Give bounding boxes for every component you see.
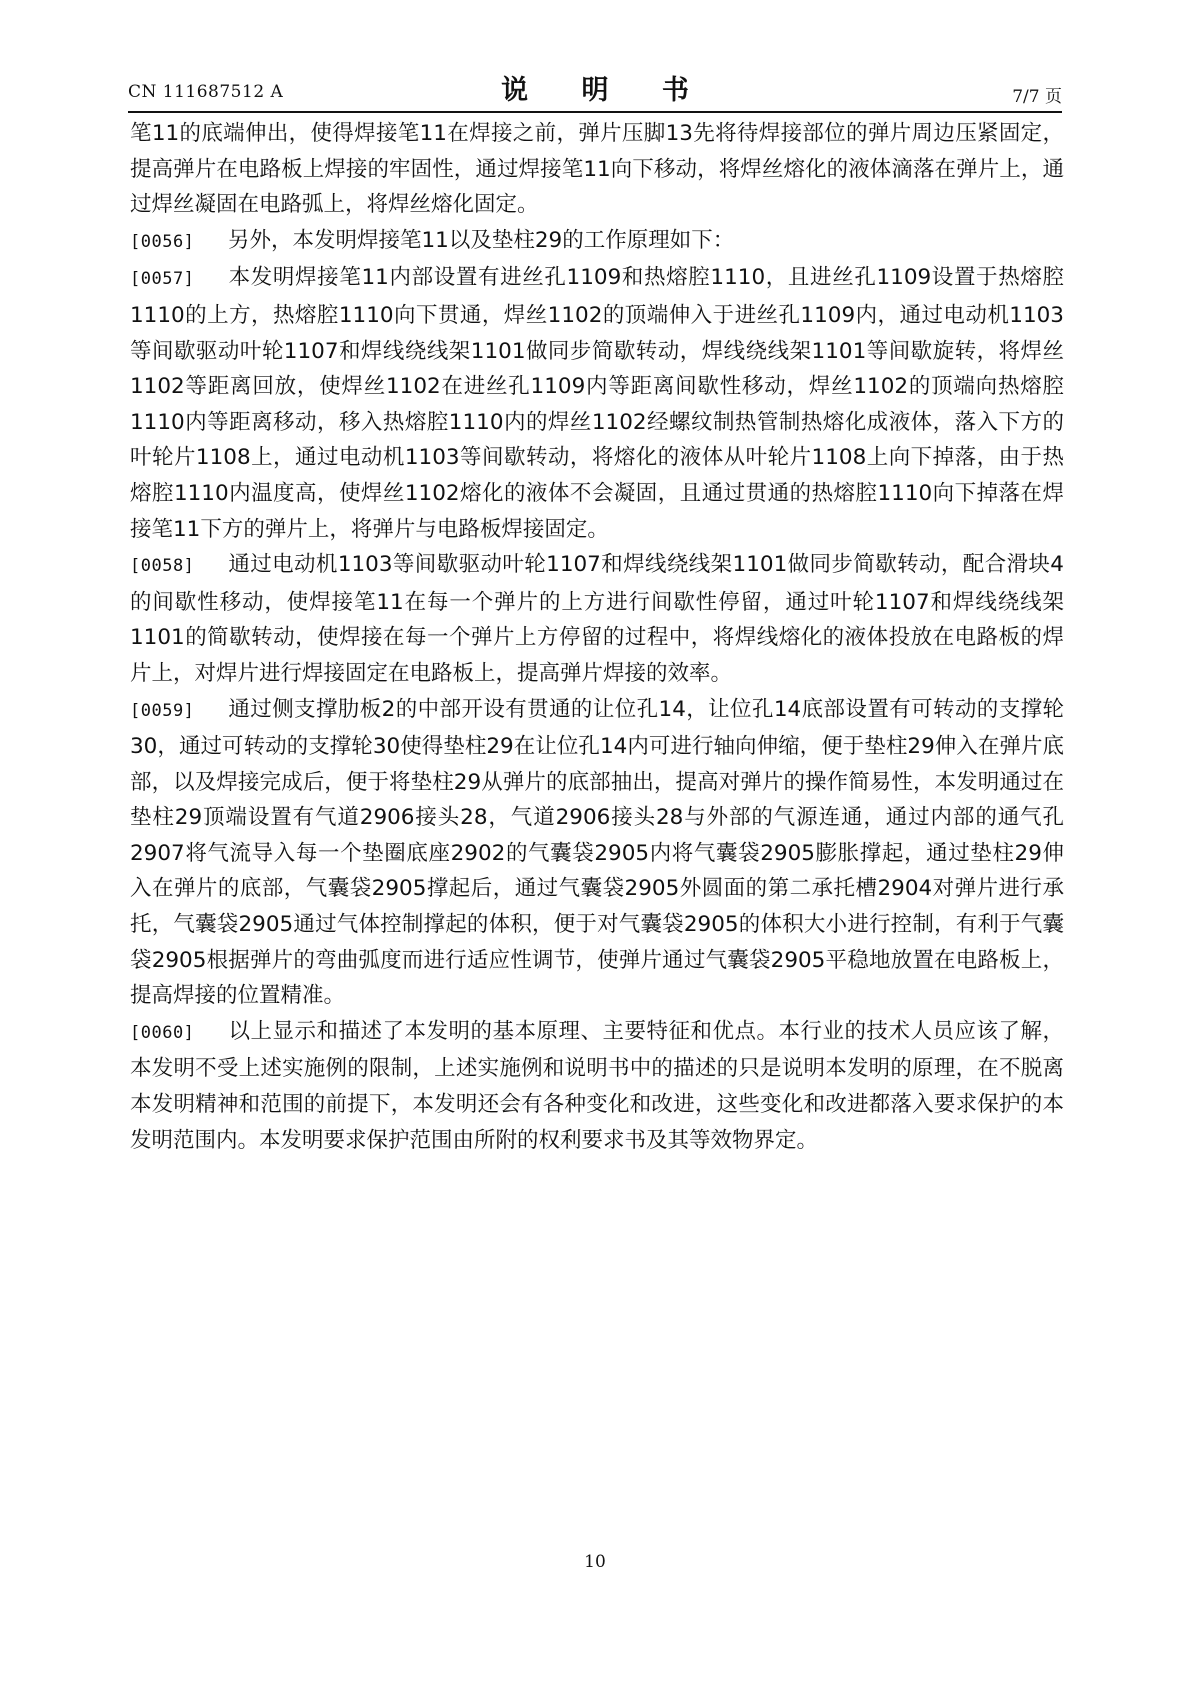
document-body	[130, 116, 1064, 1158]
paragraph-number: [0059]	[130, 700, 195, 721]
header-divider	[128, 111, 1062, 113]
paragraph-continued	[130, 116, 1064, 223]
paragraph-text: 通过电动机1103等间歇驱动叶轮1107和焊线绕线架1101做同步简歇转动，配合滑块4的间歇性移动，使焊接笔11在每一个弹片的上方进行间歇性停留，通过叶轮1107和焊线绕线架1101的简歇转动，使焊接在每一个弹片上方停留的过程中，将焊线熔化的液体投放在电路板的焊片上，对焊片进行焊接固定在电路板上，提高弹片焊接的效率。	[130, 552, 1064, 686]
paragraph-text: 笔11的底端伸出，使得焊接笔11在焊接之前，弹片压脚13先将待焊接部位的弹片周边压紧固定，提高弹片在电路板上焊接的牢固性，通过焊接笔11向下移动，将焊丝熔化的液体滴落在弹片上，通过焊丝凝固在电路弧上，将焊丝熔化固定。	[130, 121, 1064, 218]
paragraph-0059	[130, 692, 1064, 1014]
page-header	[128, 66, 1062, 110]
paragraph-number: [0060]	[130, 1022, 195, 1043]
paragraph-text: 以上显示和描述了本发明的基本原理、主要特征和优点。本行业的技术人员应该了解，本发明不受上述实施例的限制，上述实施例和说明书中的描述的只是说明本发明的原理，在不脱离本发明精神和范围的前提下，本发明还会有各种变化和改进，这些变化和改进都落入要求保护的本发明范围内。本发明要求保护范围由所附的权利要求书及其等效物界定。	[130, 1018, 1064, 1153]
paragraph-text: 另外，本发明焊接笔11以及垫柱29的工作原理如下：	[228, 227, 735, 253]
paragraph-0056	[130, 223, 1064, 261]
paragraph-0057	[130, 260, 1064, 547]
paragraph-0060	[130, 1014, 1064, 1158]
paragraph-number: [0056]	[130, 231, 195, 252]
paragraph-number: [0058]	[130, 556, 195, 577]
patent-number: CN 111687512 A	[128, 82, 284, 102]
paragraph-text: 本发明焊接笔11内部设置有进丝孔1109和热熔腔1110，且进丝孔1109设置于热熔腔1110的上方，热熔腔1110向下贯通，焊丝1102的顶端伸入于进丝孔1109内，通过电动机1103等间歇驱动叶轮1107和焊线绕线架1101做同步简歇转动，焊线绕线架1101等间歇旋转，将焊丝1102等距离回放，使焊丝1102在进丝孔1109内等距离间歇性移动，焊丝1102的顶端向热熔腔1110内等距离移动，移入热熔腔1110内的焊丝1102经螺纹制热管制热熔化成液体，落入下方的叶轮片1108上，通过电动机1103等间歇转动，将熔化的液体从叶轮片1108上向下掉落，由于热熔腔1110内温度高，使焊丝1102熔化的液体不会凝固，且通过贯通的热熔腔1110向下掉落在焊接笔11下方的弹片上，将弹片与电路板焊接固定。	[130, 265, 1064, 542]
document-title: 说 明 书	[501, 75, 711, 106]
page-number: 10	[584, 1552, 606, 1572]
paragraph-text: 通过侧支撑肋板2的中部开设有贯通的让位孔14，让位孔14底部设置有可转动的支撑轮30，通过可转动的支撑轮30使得垫柱29在让位孔14内可进行轴向伸缩，便于垫柱29伸入在弹片底部，以及焊接完成后，便于将垫柱29从弹片的底部抽出，提高对弹片的操作简易性，本发明通过在垫柱29顶端设置有气道2906接头28，气道2906接头28与外部的气源连通，通过内部的通气孔2907将气流导入每一个垫圈底座2902的气囊袋2905内将气囊袋2905膨胀撑起，通过垫柱29伸入在弹片的底部，气囊袋2905撑起后，通过气囊袋2905外圆面的第二承托槽2904对弹片进行承托，气囊袋2905通过气体控制撑起的体积，便于对气囊袋2905的体积大小进行控制，有利于气囊袋2905根据弹片的弯曲弧度而进行适应性调节，使弹片通过气囊袋2905平稳地放置在电路板上，提高焊接的位置精准。	[130, 696, 1064, 1009]
page-indicator: 7/7 页	[1012, 87, 1062, 107]
paragraph-number: [0057]	[130, 269, 195, 290]
paragraph-0058	[130, 547, 1064, 691]
